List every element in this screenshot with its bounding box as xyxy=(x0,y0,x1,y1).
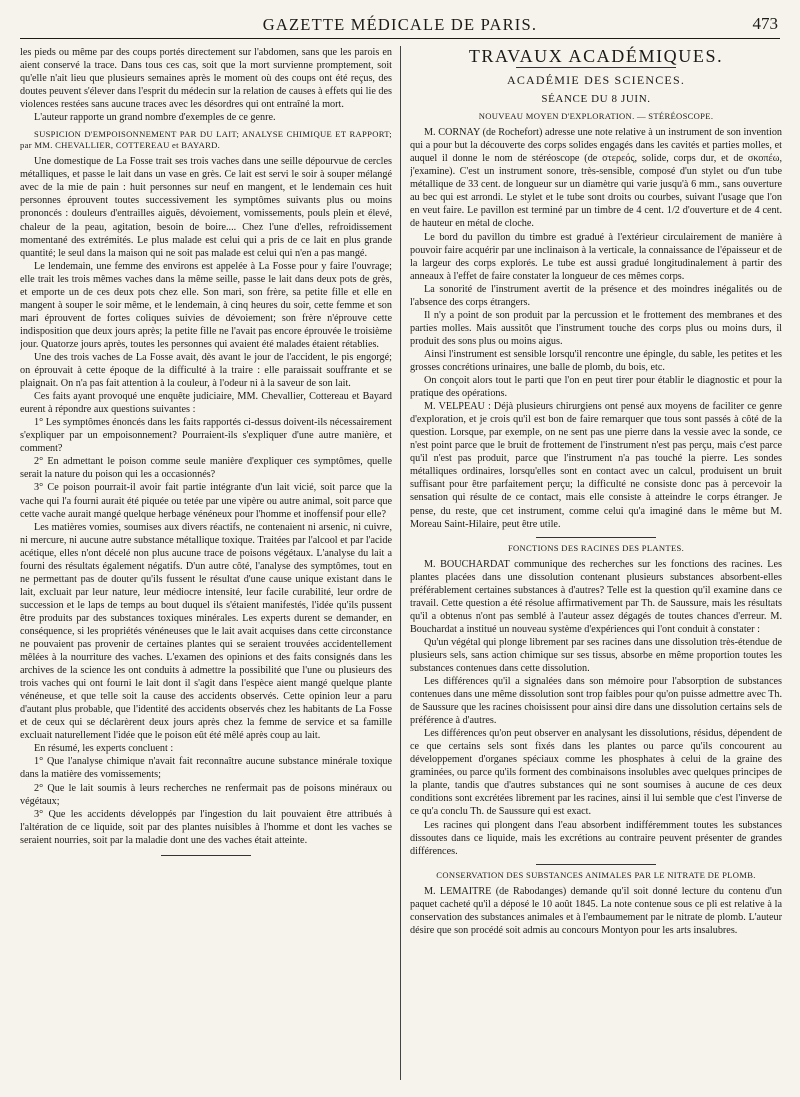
running-title: GAZETTE MÉDICALE DE PARIS. xyxy=(262,15,538,34)
seance-date: SÉANCE DU 8 JUIN. xyxy=(541,93,651,106)
academy-title: ACADÉMIE DES SCIENCES. xyxy=(506,73,686,88)
paragraph: Les différences qu'on peut observer en analysant les dissolutions, résidus, dépendent de ce que certains sels sont fixés dans les plantes ou parce qu'ils concourent au développement d'organes spéciaux comme les phosphates à celui de la graine des graminées, ou parce qu'ils forment des combinaisons insolubles avec quelques principes de la plante, tandis que d'autres substances qui ne sont soumises à aucune de ces deux conditions sont excrétées librement par les racines, ainsi il lui semble que c'est l'inverse de ce qu'a conclu Th. de Saussure qui est exact. xyxy=(410,728,782,818)
paragraph: En résumé, les experts concluent : xyxy=(34,743,174,755)
paragraph: Une domestique de La Fosse trait ses trois vaches dans une seille dépourvue de cercles métalliques, et passe le lait dans un vase en grès. Ce lait est servi le soir à souper mélangé avec de la mie de pain : huit personnes sur neuf en mangent, et le lendemain ces huit personnes éprouvent toutes successivement les symptômes suivants plus ou moins prononcés : douleurs d'entrailles aiguës, dévoiement, vomissements, pouls plein et élevé, chaleur de la peau, agitation, besoin de boire.... Chez l'une d'elles, refroidissement momentané des extrémités. Le plus malade est celui qui a pris de ce lait en plus grande quantité; le seul dans la maison qui ne soit pas malade est celui qui n'en a pas mangé. xyxy=(20,156,392,259)
paragraph: M. CORNAY (de Rochefort) adresse une note relative à un instrument de son invention qui a pour but la découverte des corps solides engagés dans les cavités et parties molles, et auquel il donne le nom de stéréoscope (de στερεός, solide, corps dur, et de σκοπέω, j'examine). C'est un instrument sonore, très-sensible, composé d'un stylet ou d'un tube métallique de 33 cent. de longueur sur un diamètre qui varie jusqu'à 6 mm., sans ouverture au bec qui est arrondi. Le stylet et le tube sont droits ou courbes, suivant l'usage que l'on en veut faire. Le pavillon est terminé par un timbre de 4 cent. 1/2 d'ouverture et de 4 cent. de hauteur en métal de cloche. xyxy=(410,127,782,230)
page-number: 473 xyxy=(752,14,778,33)
paragraph: Qu'un végétal qui plonge librement par ses racines dans une dissolution très-étendue de plusieurs sels, sans action chimique sur ses tissus, absorbe en même proportion toutes les substances contenues dans cette dissolution. xyxy=(410,636,782,674)
paragraph: M. VELPEAU : Déjà plusieurs chirurgiens ont pensé aux moyens de faciliter ce genre d'exploration, et je crois qu'il est bon de faire remarquer que tous sont passés à côté de la question. Lorsque, par exemple, on ne sent pas une pierre dans la vessie avec la sonde, ce n'est point parce que le bruit de frottement de l'instrument n'est pas perçu, mais c'est parce qu'il n'est pas produit, parce que l'instrument n'a pas touché la pierre. Les sondes métalliques ordinaires, lorsqu'elles sont en contact avec un calcul, produisent un bruit suffisant pour être parfaitement perçu; la difficulté ne consiste donc pas à percevoir la sensation qui résulte de ce contact, mais elle consiste à atteindre le corps étranger. Je pense, du reste, que cet instrument, comme celui qu'a imaginé dans le même but M. Moreau Saint-Hilaire, peut être utile. xyxy=(410,401,782,530)
conclusion-item: 3° Que les accidents développés par l'ingestion du lait pouvaient être attribués à l'altération de ce liquide, soit par des plantes nuisibles à l'homme et dont les vaches se seraient nourries, soit par la maladie dont une des vaches était atteinte. xyxy=(20,808,392,846)
paragraph: M. LEMAITRE (de Rabodanges) demande qu'il soit donné lecture du contenu d'un paquet cacheté qu'il a déposé le 10 août 1845. La note contenue sous ce pli est relative à la conservation des substances animales et à l'embaumement par le nitrate de plomb. L'auteur désire que son procédé soit admis au concours Montyon pour les arts insalubres. xyxy=(410,885,782,936)
paragraph: La sonorité de l'instrument avertit de la présence et des moindres inégalités ou de l'absence des corps étrangers. xyxy=(410,283,782,308)
right-column xyxy=(410,46,782,1086)
left-column xyxy=(20,46,392,1086)
paragraph: Les matières vomies, soumises aux divers réactifs, ne contenaient ni arsenic, ni cuivre, ni mercure, ni aucune autre substance métallique toxique. Traitées par l'alcool et par l'acide acétique, elles n'ont décelé non plus aucune trace de poisons végétaux. L'analyse du lait a fourni des résultats également négatifs. D'un autre côté, l'analyse des symptômes, tout en ne permettant pas de douter qu'ils fussent le résultat d'une cause unique existant dans le lait, excluait par leur nature, leur médiocre intensité, leur facile curabilité, leur ordre de succession et le laps de temps au bout duquel ils s'étaient manifestés, l'idée qu'ils pussent être produits par des substances toxiques minérales. Les experts durent se demander, en conséquence, si les propriétés vénéneuses que le lait avait acquises dans cette circonstance ne pouvaient pas provenir de certaines plantes qui se seraient trouvées accidentellement mêlées à la nourriture des vaches. L'examen des opinions et des faits consignés dans les archives de la science les ont conduits à admettre la possibilité que l'une ou plusieurs des trois vaches qui ont fourni le lait dont il s'agit dans l'espèce aient mangé quelque plante vénéneuse, et que telle soit la cause des accidents observés. Cette opinion leur a paru d'autant plus probable, que l'identité des accidents observés chez les habitants de La Fosse et de ceux qui se déclarèrent deux jours après chez la femme de service et sa famille excluait naturellement l'idée que le poison eût été mêlé après coup au lait. xyxy=(20,521,392,742)
page-header xyxy=(20,12,780,39)
separator-rule xyxy=(536,864,656,865)
paragraph: Une des trois vaches de La Fosse avait, dès avant le jour de l'accident, le pis engorgé; on éprouvait à cette époque de la difficulté à la traire : elle paraissait souffrante et se plaignait. On n'a pas fait attention à la couleur, à l'odeur ni à la saveur de son lait. xyxy=(20,351,392,390)
question-item: 3° Ce poison pourrait-il avoir fait partie intégrante d'un lait vicié, soit parce que la vache qui l'a fourni aurait été piquée ou tetée par une vipère ou autre animal, soit parce que cette vache aurait mangé quelque herbage vénéneux pour l'homme et inoffensif pour elle? xyxy=(20,482,392,520)
paragraph: les pieds ou même par des coups portés directement sur l'abdomen, sans que les parois en aient conservé la trace. Dans tous ces cas, soit que la mort survienne promptement, soit qu'elle n'ait lieu que plusieurs semaines après le moment où des coups ont été reçus, des doutes peuvent s'élever dans l'esprit du médecin sur la relation de causes à effets qui lie des violences restées sans aucune traces avec les désordres qui ont entraîné la mort. xyxy=(20,47,392,111)
question-item: 1° Les symptômes énoncés dans les faits rapportés ci-dessus doivent-ils nécessairement s'expliquer par un empoisonnement? Pourraient-ils s'expliquer d'une autre manière, et comment? xyxy=(20,417,392,455)
question-item: 2° En admettant le poison comme seule manière d'expliquer ces symptômes, quelle serait la nature du poison qui les a occasionnés? xyxy=(20,456,392,481)
paragraph: Les différences qu'il a signalées dans son mémoire pour l'absorption de substances contenues dans une même dissolution sont trop faibles pour qu'on puisse admettre avec Th. de Saussure que les racines choisissent pour ainsi dire dans une dissolution certains sels de préférence à d'autres. xyxy=(410,676,782,727)
paragraph: Les racines qui plongent dans l'eau absorbent indifféremment toutes les substances dissoutes dans ce liquide, mais les excrétions au contraire peuvent présenter de grandes différences. xyxy=(410,819,782,857)
section-title: TRAVAUX ACADÉMIQUES. xyxy=(468,46,724,66)
conclusion-item: 2° Que le lait soumis à leurs recherches ne renfermait pas de poisons minéraux ou végétaux; xyxy=(20,782,392,807)
article-subheading: FONCTIONS DES RACINES DES PLANTES. xyxy=(507,542,685,553)
article-subheading: SUSPICION D'EMPOISONNEMENT PAR DU LAIT; ANALYSE CHIMIQUE ET RAPPORT; par MM. CHEVALLIER, COTTEREAU et BAYARD. xyxy=(20,129,392,151)
section-end-rule xyxy=(161,855,251,856)
separator-rule xyxy=(536,537,656,538)
article-subheading: NOUVEAU MOYEN D'EXPLORATION. — STÉRÉOSCOPE. xyxy=(478,111,714,122)
paragraph: Il n'y a point de son produit par la percussion et le frottement des membranes et des parties molles. Mais aussitôt que l'instrument touche des corps plus ou moins durs, il produit des sons plus ou moins aigus. xyxy=(410,309,782,347)
paragraph: M. BOUCHARDAT communique des recherches sur les fonctions des racines. Les plantes placées dans une dissolution contenant plusieurs substances absorbent-elles préférablement certaines substances à d'autres? Telle est la question qu'il examine dans ce travail. Cette question a été résolue affirmativement par Th. de Saussure, mais les résultats qu'il a obtenus n'ont pas semblé à l'auteur assez dégagés de toutes chances d'erreur. M. Bouchardat a institué un nouveau système d'expériences qui l'ont conduit à constater : xyxy=(410,558,782,635)
conclusion-item: 1° Que l'analyse chimique n'avait fait reconnaître aucune substance minérale toxique dans la matière des vomissements; xyxy=(20,756,392,781)
paragraph: On conçoit alors tout le parti que l'on en peut tirer pour établir le diagnostic et pour la pratique des opérations. xyxy=(410,375,782,400)
paragraph: L'auteur rapporte un grand nombre d'exemples de ce genre. xyxy=(34,112,276,124)
paragraph: Le lendemain, une femme des environs est appelée à La Fosse pour y faire l'ouvrage; elle trait les trois mêmes vaches dans la même seille, passe le lait dans deux pots de grès, et emporte un de ces deux pots chez elle. Son mari, son frère, sa petite fille et elle en mangent à souper le soir même, et le lendemain, à cinq heures du soir, cette femme et son mari éprouvent de fortes coliques suivies de dévoiement; son frère n'éprouve cette indisposition que deux jours après; la petite fille ne l'avait pas encore éprouvée le troisième jour. Quatorze jours après, toutes les personnes qui avaient été malades étaient rétablies. xyxy=(20,260,392,350)
paragraph: Le bord du pavillon du timbre est gradué à l'extérieur circulairement de manière à pouvoir faire acquérir par une inclinaison à la verticale, la connaissance de l'épaisseur et de la largeur des corps explorés. Le tube est aussi gradué longitudinalement à partir des anneaux à l'effet de faire constater la longueur de ces mêmes corps. xyxy=(410,231,782,282)
paragraph: Ces faits ayant provoqué une enquête judiciaire, MM. Chevallier, Cottereau et Bayard eurent à répondre aux questions suivantes : xyxy=(20,391,392,416)
article-subheading: CONSERVATION DES SUBSTANCES ANIMALES PAR LE NITRATE DE PLOMB. xyxy=(436,869,756,880)
column-divider xyxy=(400,46,401,1080)
title-rule xyxy=(516,67,676,68)
paragraph: Ainsi l'instrument est sensible lorsqu'il rencontre une épingle, du sable, les petites et les grosses concrétions urinaires, une balle de plomb, du bois, etc. xyxy=(410,348,782,373)
